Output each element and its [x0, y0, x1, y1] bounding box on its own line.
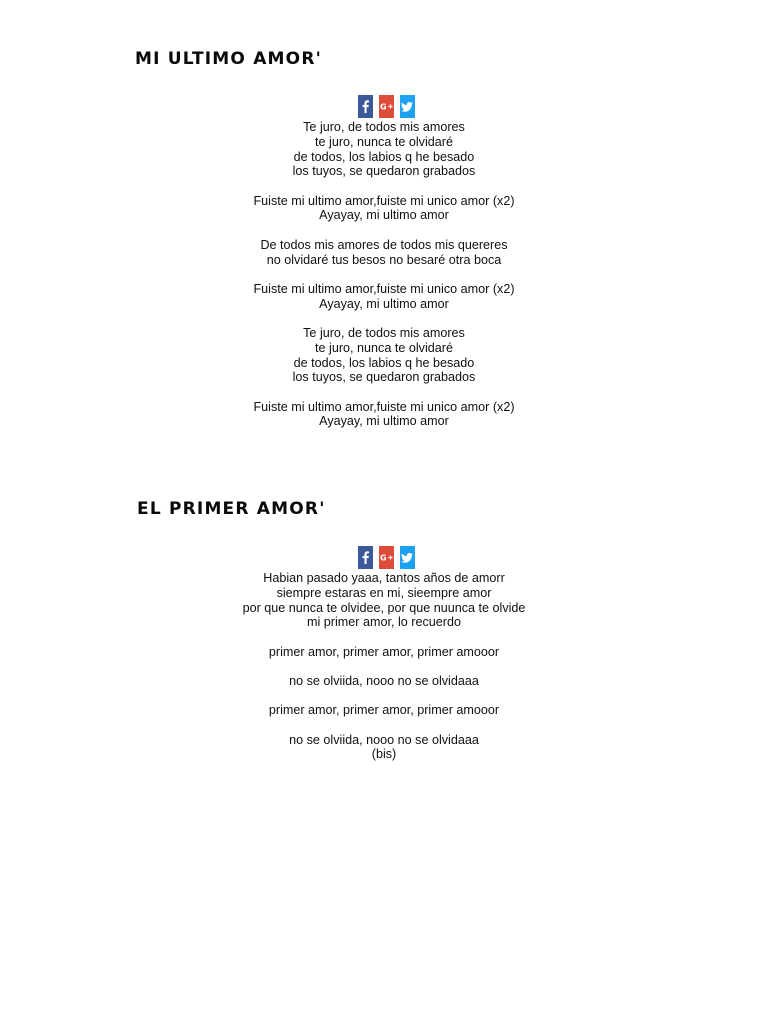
lyric-line: Fuiste mi ultimo amor,fuiste mi unico amor (x2): [253, 193, 515, 208]
lyric-line: Fuiste mi ultimo amor,fuiste mi unico amor (x2): [253, 399, 515, 414]
facebook-icon: [362, 100, 369, 113]
song-section: [0, 496, 768, 777]
lyric-line: no se olviida, nooo no se olvidaaa: [289, 732, 479, 747]
song-lyrics: [0, 571, 768, 762]
google-plus-icon: [380, 102, 393, 111]
lyrics-stanza: [0, 238, 768, 268]
twitter-icon: [401, 102, 413, 112]
lyric-line: mi primer amor, lo recuerdo: [307, 615, 461, 630]
lyric-line: (bis): [371, 747, 397, 762]
lyric-line: De todos mis amores de todos mis quereres: [260, 237, 508, 252]
lyrics-stanza: [0, 571, 768, 630]
lyric-line: primer amor, primer amor, primer amooor: [268, 644, 500, 659]
lyrics-stanza: [0, 674, 768, 689]
lyric-line: siempre estaras en mi, sieempre amor: [276, 585, 492, 600]
lyric-line: los tuyos, se quedaron grabados: [292, 164, 476, 179]
lyric-line: Ayayay, mi ultimo amor: [319, 296, 449, 311]
lyric-line: primer amor, primer amor, primer amooor: [268, 703, 500, 718]
lyric-line: no olvidaré tus besos no besaré otra boca: [266, 252, 502, 267]
facebook-icon: [362, 551, 369, 564]
lyrics-stanza: [0, 400, 768, 430]
lyrics-stanza: [0, 326, 768, 385]
lyric-line: no se olviida, nooo no se olvidaaa: [289, 673, 479, 688]
lyrics-stanza: [0, 282, 768, 312]
lyric-line: de todos, los labios q he besado: [293, 149, 475, 164]
lyric-line: te juro, nunca te olvidaré: [315, 340, 453, 355]
song-title: MI ULTIMO AMOR': [135, 49, 323, 69]
lyrics-stanza: [0, 194, 768, 224]
svg-text:G: G: [379, 102, 387, 111]
lyric-line: Te juro, de todos mis amores: [303, 325, 465, 340]
song-section: [0, 46, 768, 444]
lyric-line: de todos, los labios q he besado: [293, 355, 475, 370]
lyrics-stanza: [0, 703, 768, 718]
lyrics-stanza: [0, 645, 768, 660]
share-buttons: [0, 95, 768, 118]
lyric-line: Fuiste mi ultimo amor,fuiste mi unico amor (x2): [253, 281, 515, 296]
facebook-share-button[interactable]: [358, 95, 373, 118]
google-plus-share-button[interactable]: [379, 546, 394, 569]
lyric-line: Habian pasado yaaa, tantos años de amorr: [263, 571, 505, 585]
facebook-share-button[interactable]: [358, 546, 373, 569]
song-title: EL PRIMER AMOR': [137, 499, 326, 519]
google-plus-icon: [380, 553, 393, 562]
share-buttons: [0, 546, 768, 569]
lyric-line: Te juro, de todos mis amores: [303, 120, 465, 134]
twitter-share-button[interactable]: [400, 95, 415, 118]
lyric-line: por que nunca te olvidee, por que nuunca te olvide: [242, 600, 526, 615]
svg-text:G: G: [379, 553, 387, 562]
lyric-line: Ayayay, mi ultimo amor: [319, 414, 449, 429]
google-plus-share-button[interactable]: [379, 95, 394, 118]
twitter-icon: [401, 553, 413, 563]
twitter-share-button[interactable]: [400, 546, 415, 569]
lyrics-stanza: [0, 733, 768, 763]
lyrics-stanza: [0, 120, 768, 179]
lyric-line: los tuyos, se quedaron grabados: [292, 370, 476, 385]
lyric-line: te juro, nunca te olvidaré: [315, 134, 453, 149]
lyric-line: Ayayay, mi ultimo amor: [319, 208, 449, 223]
song-lyrics: [0, 120, 768, 429]
